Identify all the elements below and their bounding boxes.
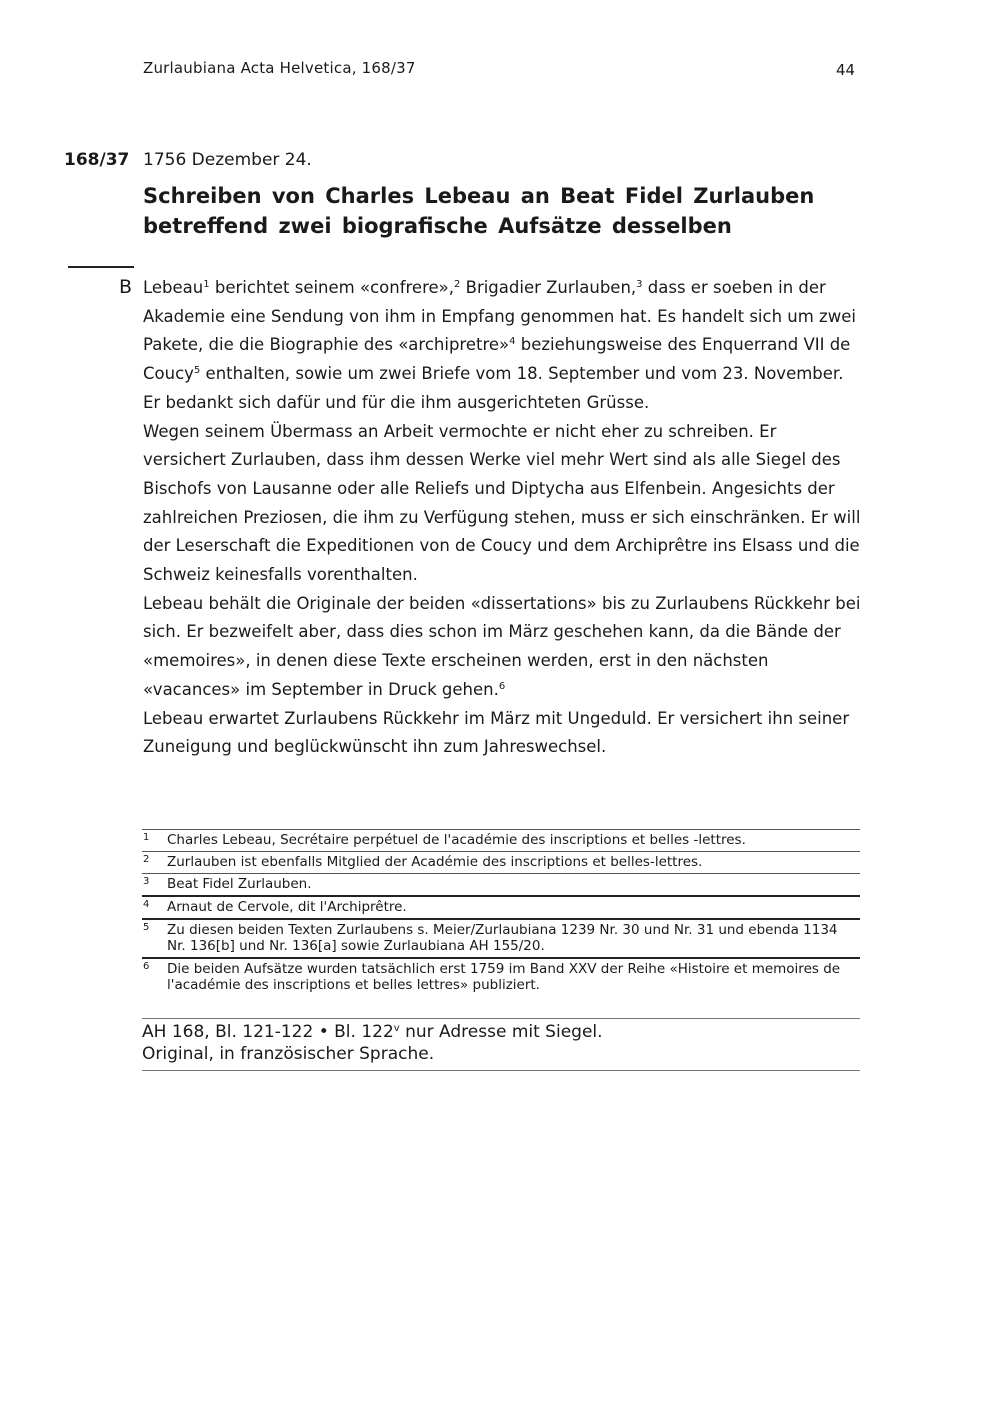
footnote-text: Arnaut de Cervole, dit l'Archiprêtre.: [167, 899, 407, 915]
text-run: AH 168, Bl. 121-122 • Bl. 122: [142, 1022, 394, 1042]
text-run: dass er soeben in der Akademie eine Sendung von ihm in Empfang genommen hat. Es handelt sich um zwei Pakete, die die Biographie des «archipretre»: [143, 278, 856, 355]
section-divider: [68, 266, 134, 268]
source-line: [142, 1021, 860, 1043]
source-line: Original, in französischer Sprache.: [142, 1044, 435, 1064]
summary-paragraph: Wegen seinem Übermass an Arbeit vermochte er nicht eher zu schreiben. Er versichert Zurlauben, dass ihm dessen Werke viel mehr Wert sind als alle Siegel des Bischofs von Lausanne oder alle Reliefs und Diptycha aus Elfenbein. Angesichts der zahlreichen Preziosen, die ihm zu Verfügung stehen, muss er sich einschränken. Er will der Leserschaft die Expeditionen von de Coucy und dem Archiprêtre ins Elsass und die Schweiz keinesfalls vorenthalten.: [143, 421, 861, 585]
footnote-ref: 2: [454, 279, 461, 290]
text-run: beziehungsweise des Enquerrand VII de Coucy: [143, 335, 851, 384]
footnote-number: 4: [143, 899, 150, 910]
footnote-number: 6: [143, 961, 150, 972]
footnote: [142, 957, 860, 996]
summary-body: [143, 274, 863, 762]
section-marker: B: [119, 276, 133, 298]
footnote-number: 5: [143, 922, 150, 933]
footnote-text: Zurlauben ist ebenfalls Mitglied der Académie des inscriptions et belles-lettres.: [167, 854, 703, 870]
document-date: 1756 Dezember 24.: [143, 150, 312, 170]
summary-paragraph: [143, 590, 863, 705]
footnote-text: Zu diesen beiden Texten Zurlaubens s. Meier/Zurlaubiana 1239 Nr. 30 und Nr. 31 und ebenda 1134 Nr. 136[b] und Nr. 136[a] sowie Zurlaubiana AH 155/20.: [167, 922, 838, 954]
footnote-ref: 3: [636, 279, 643, 290]
page-number: 44: [836, 61, 856, 79]
text-run: enthalten, sowie um zwei Briefe vom 18. September und vom 23. November. Er bedankt sich dafür und für die ihm ausgerichteten Grüsse.: [143, 364, 844, 412]
document-title: [143, 181, 843, 241]
footnote-number: 2: [143, 854, 150, 865]
document-title-line: betreffend zwei biografische Aufsätze desselben: [143, 214, 732, 238]
summary-paragraph: [143, 274, 863, 418]
footnote-ref: 5: [193, 365, 201, 377]
footnote: [142, 851, 860, 873]
running-title: Zurlaubiana Acta Helvetica, 168/37: [143, 59, 416, 77]
text-run: berichtet seinem «confrere»,: [209, 278, 454, 297]
footnote-ref: 1: [203, 279, 210, 290]
document-title-line: Schreiben von Charles Lebeau an Beat Fidel Zurlauben: [143, 184, 815, 208]
text-run: nur Adresse mit Siegel.: [399, 1022, 603, 1042]
footnote-ref: 6: [498, 680, 506, 692]
source-note: [142, 1018, 860, 1071]
footnote: [142, 873, 860, 895]
document-number: 168/37: [64, 150, 130, 170]
footnote-text: Beat Fidel Zurlauben.: [167, 876, 312, 892]
text-run: Brigadier Zurlauben,: [460, 278, 637, 297]
footnote-number: 1: [143, 832, 150, 843]
summary-paragraph: Lebeau erwartet Zurlaubens Rückkehr im März mit Ungeduld. Er versichert ihn seiner Zuneigung und beglückwünscht ihn zum Jahreswechsel.: [143, 708, 850, 757]
footnote: [142, 829, 860, 851]
footnote-ref: 4: [509, 336, 516, 348]
text-run: Lebeau: [143, 278, 204, 297]
footnote: [142, 918, 860, 957]
verso-mark: v: [393, 1023, 400, 1034]
footnotes: [142, 829, 860, 996]
footnote-text: Charles Lebeau, Secrétaire perpétuel de l'académie des inscriptions et belles -lettres.: [167, 832, 746, 848]
footnote-number: 3: [143, 876, 150, 887]
footnote-text: Die beiden Aufsätze wurden tatsächlich erst 1759 im Band XXV der Reihe «Histoire et memoires de l'académie des inscriptions et belles lettres» publiziert.: [167, 961, 841, 993]
text-run: Lebeau behält die Originale der beiden «dissertations» bis zu Zurlaubens Rückkehr bei sich. Er bezweifelt aber, dass dies schon im März geschehen kann, da die Bände der «memoires», in denen diese Texte erscheinen werden, erst in den nächsten «vacances» im September in Druck gehen.: [143, 593, 861, 699]
footnote: [142, 895, 860, 918]
